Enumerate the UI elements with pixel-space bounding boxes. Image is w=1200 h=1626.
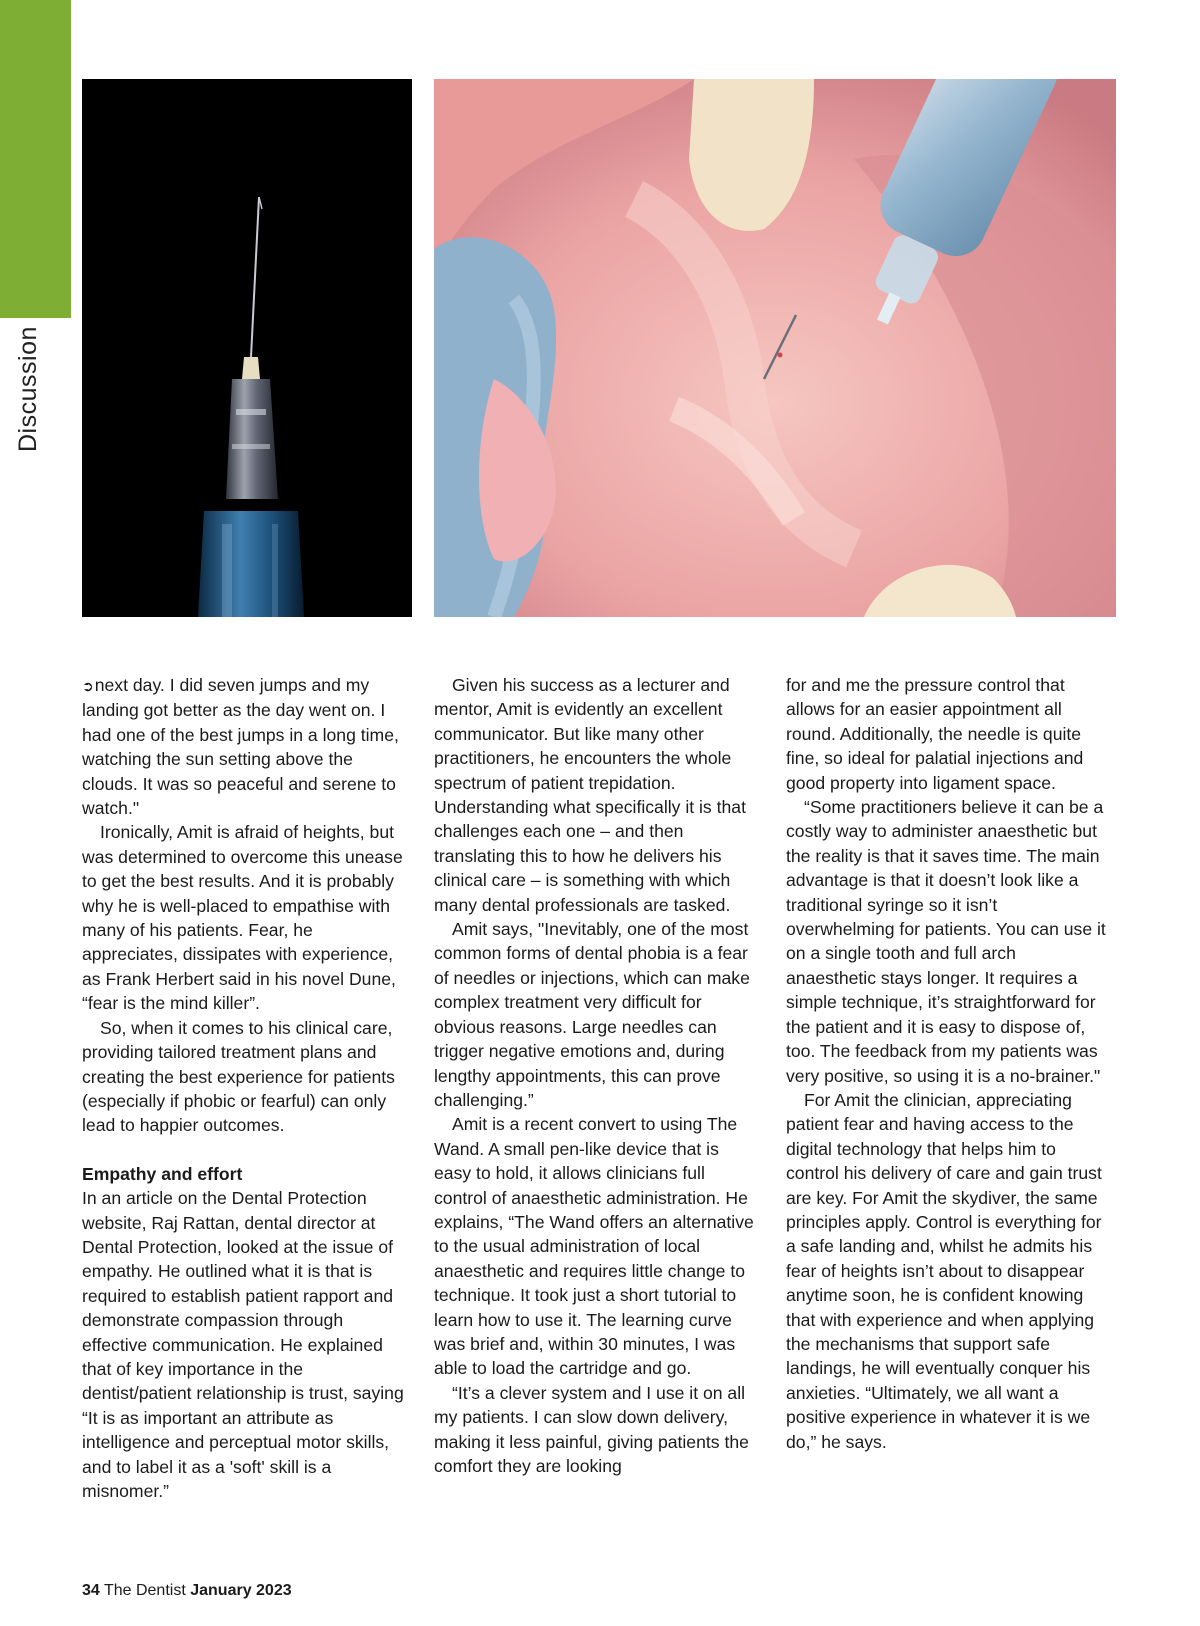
paragraph — [82, 673, 404, 820]
page-number: 34 — [82, 1582, 100, 1599]
needle-photo — [82, 79, 412, 617]
paragraph: Amit says, "Inevitably, one of the most common forms of dental phobia is a fear of needles or injections, which can make complex treatment very difficult for obvious reasons. Large needles can trigger negative emotions and, during lengthy appointments, this can prove challenging.” — [434, 919, 750, 1110]
paragraph: Amit is a recent convert to using The Wand. A small pen-like device that is easy to hold, it allows clinicians full control of anaesthetic administration. He explains, “The Wand offers an alternative to the usual administration of local anaesthetic and requires little change to technique. It took just a short tutorial to learn how to use it. The learning curve was brief and, within 30 minutes, I was able to load the cartridge and go. — [434, 1114, 754, 1379]
issue-date: January 2023 — [190, 1582, 292, 1599]
article-column-1 — [82, 673, 404, 1503]
article-column-3 — [786, 673, 1108, 1454]
paragraph: “Some practitioners believe it can be a costly way to administer anaesthetic but the reality is that it saves time. The main advantage is that it doesn’t look like a traditional syringe so it isn’t overwhelming for patients. You can use it on a single tooth and full arch anaesthetic stays longer. It requires a simple technique, it’s straightforward for the patient and it is easy to dispose of, too. The feedback from my patients was very positive, so using it is a no-brainer." — [786, 797, 1106, 1086]
paragraph: For Amit the clinician, appreciating patient fear and having access to the digital technology that helps him to control his delivery of care and gain trust are key. For Amit the skydiver, the same principles apply. Control is everything for a safe landing and, whilst he admits his fear of heights isn’t about to disappear anytime soon, he is confident knowing that with experience and when applying the mechanisms that support safe landings, he will eventually conquer his anxieties. “Ultimately, we all want a positive experience in whatever it is we do,” he says. — [786, 1089, 1102, 1452]
paragraph: Ironically, Amit is afraid of heights, but was determined to overcome this unease to get the best results. And it is probably why he is well-placed to empathise with many of his patients. Fear, he appreciates, dissipates with experience, as Frank Herbert said in his novel Dune, “fear is the mind killer”. — [82, 822, 403, 1014]
paragraph: Given his success as a lecturer and mentor, Amit is evidently an excellent communicator. But like many other practitioners, he encounters the whole spectrum of patient trepidation. Understanding what specifically it is that challenges each one – and then translating this to how he delivers his clinical care – is something with which many dental professionals are tasked. — [434, 675, 746, 915]
page-footer — [82, 1582, 292, 1600]
publication-name: The Dentist — [103, 1582, 186, 1599]
paragraph: “It’s a clever system and I use it on all my patients. I can slow down delivery, making it less painful, giving patients the comfort they are looking — [434, 1382, 749, 1476]
section-color-tab — [0, 0, 71, 318]
continuation-arrow-icon: ➲ — [82, 678, 94, 694]
paragraph: So, when it comes to his clinical care, providing tailored treatment plans and creating the best experience for patients (especially if phobic or fearful) can only lead to happier outcomes. — [82, 1017, 395, 1136]
paragraph: for and me the pressure control that allows for an easier appointment all round. Additionally, the needle is quite fine, so ideal for palatial injections and good property into ligament space. — [786, 675, 1084, 793]
paragraph-text: next day. I did seven jumps and my landing got better as the day went on. I had one of the best jumps in a long time, watching the sun setting above the clouds. It was so peaceful and serene to watch." — [82, 675, 399, 819]
section-label: Discussion — [14, 326, 42, 452]
intraoral-injection-photo — [434, 79, 1116, 617]
paragraph: In an article on the Dental Protection website, Raj Rattan, dental director at Dental Protection, looked at the issue of empathy. He outlined what it is that is required to establish patient rapport and demonstrate compassion through effective communication. He explained that of key importance in the dentist/patient relationship is trust, saying “It is as important an attribute as intelligence and perceptual motor skills, and to label it as a 'soft' skill is a misnomer.” — [82, 1188, 404, 1501]
article-column-2 — [434, 673, 756, 1478]
section-heading: Empathy and effort — [82, 1163, 243, 1184]
